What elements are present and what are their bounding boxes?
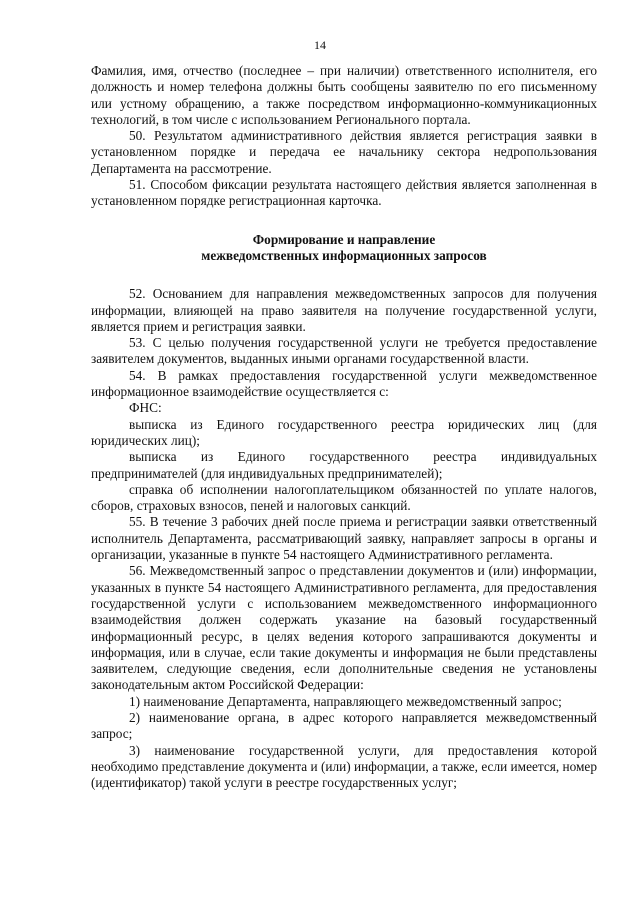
paragraph: 52. Основанием для направления межведомственных запросов для получения информации, влияющей на право заявителя на получение государственной услуги, является прием и регистрация заявки. (91, 286, 597, 334)
paragraph: 50. Результатом административного действия является регистрация заявки в установленном порядке и передача ее начальнику сектора недропользования Департамента на рассмотрение. (91, 128, 597, 176)
paragraph: 51. Способом фиксации результата настоящего действия является заполненная в установленном порядке регистрационная карточка. (91, 177, 597, 209)
paragraph: Фамилия, имя, отчество (последнее – при наличии) ответственного исполнителя, его должность и номер телефона должны быть сообщены заявителю по его письменному или устному обращению, а также посредством информационно-коммуникационных технологий, в том числе с использованием Регионального портала. (91, 63, 597, 127)
paragraph: 2) наименование органа, в адрес которого направляется межведомственный запрос; (91, 709, 597, 742)
paragraph: справка об исполнении налогоплательщиком обязанностей по уплате налогов, сборов, страховых взносов, пеней и налоговых санкций. (91, 481, 597, 514)
paragraph: 53. С целью получения государственной услуги не требуется предоставление заявителем документов, выданных иными органами государственной власти. (91, 335, 597, 367)
paragraph: выписка из Единого государственного реестра индивидуальных предпринимателей (для индивидуальных предпринимателей); (91, 449, 597, 481)
paragraph: 56. Межведомственный запрос о представлении документов и (или) информации, указанных в пункте 54 настоящего Административного регламента, для предоставления государственной услуги с использованием межведомственного информационного взаимодействия должен содержать указание на базовый государственный информационный ресурс, в целях ведения которого запрашиваются документы и информация, или в случае, если такие документы и информация не были представлены заявителем, следующие сведения, если дополнительные сведения не установлены законодательным актом Российской Федерации: (91, 563, 597, 693)
section-heading-line1: Формирование и направление (252, 231, 436, 247)
paragraph: 3) наименование государственной услуги, для предоставления которой необходимо представление документа и (или) информации, а также, если имеется, номер (идентификатор) такой услуги в реестре государственных услуг; (91, 742, 597, 791)
paragraphs-top (91, 63, 597, 210)
section-heading (91, 232, 597, 265)
paragraphs-bottom (91, 286, 597, 791)
paragraph: 55. В течение 3 рабочих дней после приема и регистрации заявки ответственный исполнитель Департамента, рассматривающий заявку, направляет запросы в органы и организации, указанные в пункте 54 настоящего Административного регламента. (91, 514, 597, 563)
paragraph: 54. В рамках предоставления государственной услуги межведомственное информационное взаимодействие осуществляется с: (91, 367, 597, 400)
document-body (91, 63, 597, 791)
section-heading-line2: межведомственных информационных запросов (201, 247, 487, 263)
paragraph: выписка из Единого государственного реестра юридических лиц (для юридических лиц); (91, 416, 597, 448)
paragraph: ФНС: (129, 400, 162, 416)
paragraph: 1) наименование Департамента, направляющего межведомственный запрос; (129, 693, 562, 709)
page-number: 14 (314, 38, 326, 52)
